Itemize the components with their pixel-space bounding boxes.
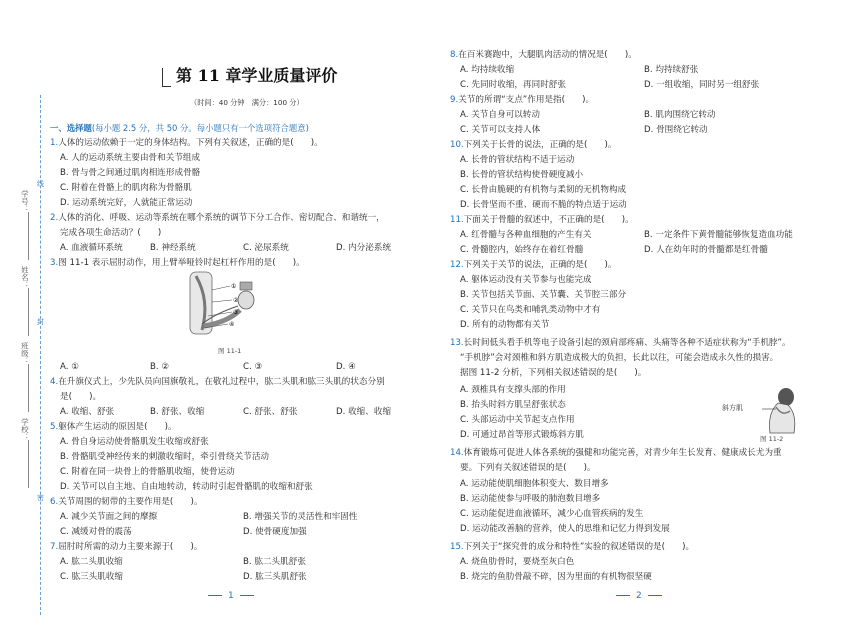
q15-option-b: B. 烧完的鱼肋骨敲不碎，因为里面的有机物很坚硬 bbox=[460, 572, 652, 582]
cut-mark-secret: 密 bbox=[37, 494, 44, 502]
question-9: 9.关节的所谓“支点”作用是指( )。 bbox=[450, 95, 595, 105]
q9-option-d: D. 骨围绕它转动 bbox=[644, 125, 708, 135]
page-number-2: 2 bbox=[610, 591, 668, 602]
q1-option-b: B. 骨与骨之间通过肌肉相连形成骨骼 bbox=[60, 168, 201, 178]
section-heading bbox=[50, 123, 309, 134]
name-line bbox=[28, 288, 29, 336]
q4-option-b: B. 舒张、收缩 bbox=[150, 407, 205, 417]
student-id-label: 学号： bbox=[20, 190, 30, 213]
q12-option-a: A. 躯体运动没有关节参与也能完成 bbox=[460, 275, 592, 285]
q11-option-a: A. 红骨髓与各种血细胞的产生有关 bbox=[460, 230, 592, 240]
question-14-cont: 要。下列有关叙述错误的是( )。 bbox=[460, 463, 596, 473]
question-1: 1.人体的运动依赖于一定的身体结构。下列有关叙述，正确的是( )。 bbox=[50, 138, 323, 148]
question-7: 7.屈肘时所需的动力主要来源于( )。 bbox=[50, 542, 203, 552]
question-13-cont-2: 据图 11-2 分析，下列相关叙述错误的是( )。 bbox=[460, 368, 647, 378]
figure-label-3: ③ bbox=[233, 309, 239, 316]
cut-mark-line: 线 bbox=[37, 180, 44, 188]
q12-option-d: D. 所有的动物都有关节 bbox=[460, 320, 550, 330]
trapezius-figure bbox=[758, 385, 804, 435]
q3-option-a: A. ① bbox=[60, 362, 79, 372]
question-4-cont: 是( )。 bbox=[60, 392, 102, 402]
name-label: 姓名： bbox=[20, 266, 30, 289]
question-4: 4.在升旗仪式上，少先队员向国旗敬礼，在敬礼过程中，肱二头肌和肱三头肌的状态分别 bbox=[50, 377, 385, 387]
q14-option-d: D. 运动能改善脑的营养，使人的思维和记忆力得到发展 bbox=[460, 524, 670, 534]
q10-option-a: A. 长骨的管状结构不适于运动 bbox=[460, 155, 575, 165]
question-2: 2.人体的消化、呼吸、运动等系统在哪个系统的调节下分工合作、密切配合、和谐统一， bbox=[50, 213, 385, 223]
elbow-flexion-figure bbox=[182, 270, 262, 340]
question-5: 5.躯体产生运动的原因是( )。 bbox=[50, 422, 177, 432]
q5-option-c: C. 附着在同一块骨上的骨骼肌收缩，使骨运动 bbox=[60, 467, 235, 477]
q7-option-c: C. 肱三头肌收缩 bbox=[60, 572, 124, 582]
trapezius-label: 斜方肌 bbox=[722, 404, 743, 412]
question-2-cont: 完成各项生命活动？( ) bbox=[60, 228, 162, 238]
q14-option-c: C. 运动能促进血液循环，减少心血管疾病的发生 bbox=[460, 509, 644, 519]
title-corner-mark bbox=[162, 68, 171, 87]
q6-option-c: C. 减缓对骨的震荡 bbox=[60, 527, 132, 537]
q9-option-a: A. 关节自身可以转动 bbox=[460, 110, 540, 120]
figure-11-2-caption: 图 11-2 bbox=[760, 435, 784, 443]
school-label: 学校： bbox=[20, 418, 30, 441]
student-id-line bbox=[28, 212, 29, 260]
q8-option-c: C. 先同时收缩，再同时舒张 bbox=[460, 80, 566, 90]
q8-option-b: B. 均持续舒张 bbox=[644, 65, 699, 75]
question-15: 15.下列关于“探究骨的成分和特性”实验的叙述错误的是( )。 bbox=[450, 542, 695, 552]
q12-option-c: C. 关节只在鸟类和哺乳类动物中才有 bbox=[460, 305, 601, 315]
q13-option-d: D. 可通过昂首等形式锻炼斜方肌 bbox=[460, 430, 584, 440]
q2-option-d: D. 内分泌系统 bbox=[336, 243, 392, 253]
section-note: (每小题 2.5 分，共 50 分。每小题只有一个选项符合题意) bbox=[91, 123, 309, 133]
school-line bbox=[28, 440, 29, 488]
question-13-cont-1: “手机脖”会对颈椎和斜方肌造成极大的负担，长此以往，可能会造成永久性的损害。 bbox=[460, 353, 779, 363]
question-12: 12.下列关于关节的说法，正确的是( )。 bbox=[450, 260, 617, 270]
page-title: 第 11 章学业质量评价 bbox=[176, 66, 338, 85]
q7-option-a: A. 肱二头肌收缩 bbox=[60, 557, 123, 567]
q4-option-c: C. 舒张、舒张 bbox=[243, 407, 298, 417]
q3-option-b: B. ② bbox=[150, 362, 170, 372]
figure-label-2: ② bbox=[233, 297, 239, 304]
page-number-1: 1 bbox=[202, 591, 260, 602]
question-13: 13.长时间低头看手机等电子设备引起的颈肩部疼痛、头痛等各种不适症状称为“手机脖”。 bbox=[450, 338, 791, 348]
class-line bbox=[28, 364, 29, 412]
q11-option-d: D. 人在幼年时的骨髓都是红骨髓 bbox=[644, 245, 768, 255]
q14-option-b: B. 运动能使参与呼吸的肺泡数目增多 bbox=[460, 494, 601, 504]
figure-label-1: ① bbox=[231, 283, 237, 290]
figure-label-4: ④ bbox=[229, 321, 235, 328]
section-label: 一、选择题 bbox=[50, 123, 92, 133]
q1-option-d: D. 运动系统完好，人就能正常运动 bbox=[60, 198, 193, 208]
q13-option-a: A. 颈椎具有支撑头部的作用 bbox=[460, 385, 566, 395]
cut-mark-seal: 封 bbox=[37, 318, 44, 326]
exam-info: （时间：40 分钟 满分：100 分） bbox=[190, 98, 304, 107]
q11-option-b: B. 一定条件下黄骨髓能够恢复造血功能 bbox=[644, 230, 793, 240]
q10-option-d: D. 长骨坚而不重、硬而不脆的特点适于运动 bbox=[460, 200, 627, 210]
q9-option-b: B. 肌肉围绕它转动 bbox=[644, 110, 716, 120]
question-6: 6.关节周围的韧带的主要作用是( )。 bbox=[50, 497, 203, 507]
q1-option-c: C. 附着在骨骼上的肌肉称为骨骼肌 bbox=[60, 183, 192, 193]
question-10: 10.下列关于长骨的说法，正确的是( )。 bbox=[450, 140, 617, 150]
binding-margin-line bbox=[40, 95, 41, 615]
question-8: 8.在百米赛跑中，大腿肌肉活动的情况是( )。 bbox=[450, 50, 637, 60]
question-3: 3.图 11-1 表示屈肘动作，用上臂举哑铃时起杠杆作用的是( )。 bbox=[50, 258, 305, 268]
q2-option-a: A. 血液循环系统 bbox=[60, 243, 123, 253]
q7-option-b: B. 肱二头肌舒张 bbox=[243, 557, 306, 567]
figure-11-1-caption: 图 11-1 bbox=[218, 347, 242, 355]
q7-option-d: D. 肱三头肌舒张 bbox=[243, 572, 307, 582]
q4-option-a: A. 收缩、舒张 bbox=[60, 407, 115, 417]
q8-option-a: A. 均持续收缩 bbox=[460, 65, 515, 75]
q4-option-d: D. 收缩、收缩 bbox=[336, 407, 392, 417]
q3-option-d: D. ④ bbox=[336, 362, 356, 372]
q2-option-c: C. 泌尿系统 bbox=[243, 243, 289, 253]
q13-option-b: B. 抬头时斜方肌呈舒张状态 bbox=[460, 400, 566, 410]
q15-option-a: A. 烧鱼肋骨时，要烧至灰白色 bbox=[460, 557, 575, 567]
q5-option-a: A. 骨自身运动使骨骼肌发生收缩或舒张 bbox=[60, 437, 209, 447]
q3-option-c: C. ③ bbox=[243, 362, 263, 372]
q10-option-b: B. 长骨的管状结构使骨硬度减小 bbox=[460, 170, 584, 180]
q11-option-c: C. 骨髓腔内，始终存在着红骨髓 bbox=[460, 245, 584, 255]
q8-option-d: D. 一组收缩，同时另一组舒张 bbox=[644, 80, 760, 90]
q14-option-a: A. 运动能使肌细胞体积变大、数目增多 bbox=[460, 479, 609, 489]
q6-option-a: A. 减少关节面之间的摩擦 bbox=[60, 512, 158, 522]
q1-option-a: A. 人的运动系统主要由骨和关节组成 bbox=[60, 153, 201, 163]
question-14: 14.体育锻炼可促进人体各系统的强健和功能完善，对青少年生长发育、健康成长尤为重 bbox=[450, 448, 782, 458]
q5-option-b: B. 骨骼肌受神经传来的刺激收缩时，牵引骨绕关节活动 bbox=[60, 452, 270, 462]
q12-option-b: B. 关节包括关节面、关节囊、关节腔三部分 bbox=[460, 290, 627, 300]
q10-option-c: C. 长骨由脆硬的有机物与柔韧的无机物构成 bbox=[460, 185, 627, 195]
question-11: 11.下面关于骨髓的叙述中，不正确的是( )。 bbox=[450, 215, 634, 225]
q6-option-d: D. 使骨硬度加强 bbox=[243, 527, 307, 537]
q6-option-b: B. 增强关节的灵活性和牢固性 bbox=[243, 512, 358, 522]
q5-option-d: D. 关节可以自主地、自由地转动，转动时引起骨骼肌的收缩和舒张 bbox=[60, 482, 313, 492]
q13-option-c: C. 头部运动中关节起支点作用 bbox=[460, 415, 575, 425]
class-label: 班级： bbox=[20, 342, 30, 365]
q9-option-c: C. 关节可以支持人体 bbox=[460, 125, 541, 135]
q2-option-b: B. 神经系统 bbox=[150, 243, 196, 253]
